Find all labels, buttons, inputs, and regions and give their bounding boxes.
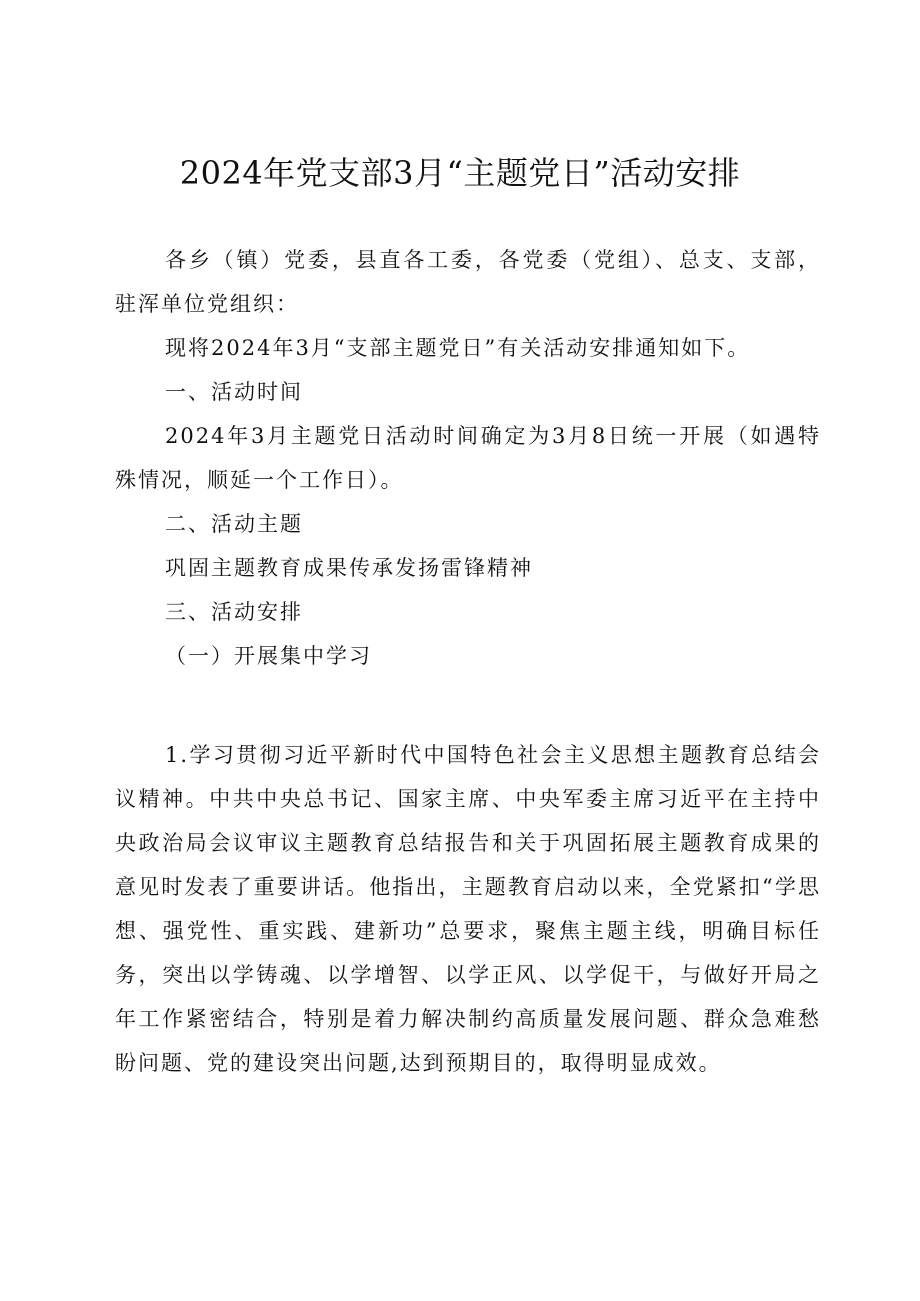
section2-paragraph: 巩固主题教育成果传承发扬雷锋精神 (165, 556, 533, 580)
section3-heading: 三、活动安排 (165, 600, 303, 624)
section1-paragraph: 2024年3月主题党日活动时间确定为3月8日统一开展（如遇特殊情况，顺延一个工作日）。 (115, 424, 821, 492)
document-title: 2024年党支部3月“主题党日”活动安排 (179, 154, 741, 192)
salutation-paragraph: 各乡（镇）党委，县直各工委，各党委（党组）、总支、支部，驻浑单位党组织： (115, 248, 821, 316)
section2-heading: 二、活动主题 (165, 512, 303, 536)
intro-paragraph: 现将2024年3月“支部主题党日”有关活动安排通知如下。 (165, 336, 751, 360)
section1-heading: 一、活动时间 (165, 380, 303, 404)
item1-paragraph: 1.学习贯彻习近平新时代中国特色社会主义思想主题教育总结会议精神。中共中央总书记、国家主席、中央军委主席习近平在主持中央政治局会议审议主题教育总结报告和关于巩固拓展主题教育成果的意见时发表了重要讲话。他指出，主题教育启动以来，全党紧扣“学思想、强党性、重实践、建新功”总要求，聚焦主题主线，明确目标任务，突出以学铸魂、以学增智、以学正风、以学促干，与做好开局之年工作紧密结合，特别是着力解决制约高质量发展问题、群众急难愁盼问题、党的建设突出问题,达到预期目的，取得明显成效。 (115, 743, 821, 1075)
subsection1-heading: （一）开展集中学习 (165, 644, 372, 668)
